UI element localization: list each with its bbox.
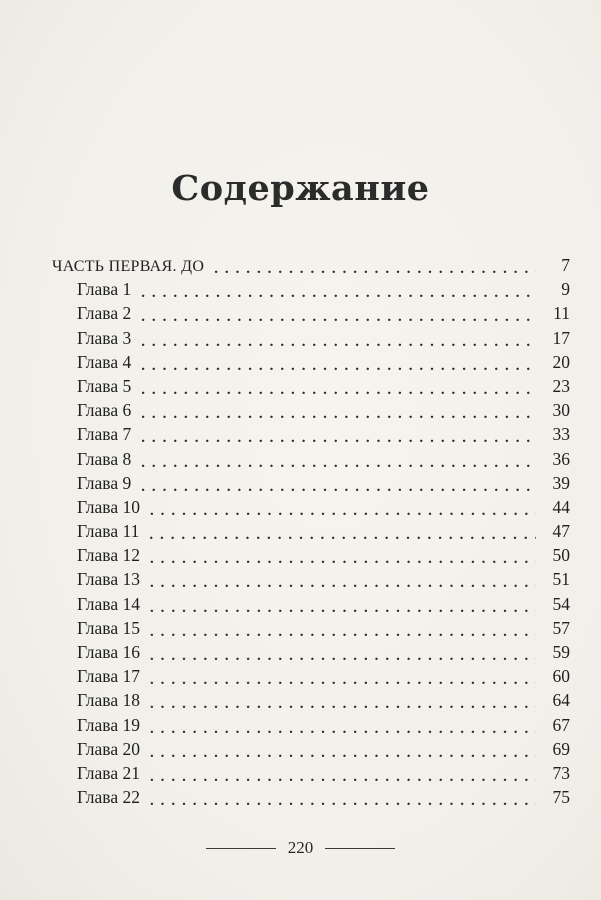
toc-chapter-entry: [52, 301, 570, 325]
toc-entry-label: Глава 11: [77, 521, 140, 542]
toc-entry-label: Глава 8: [77, 448, 132, 469]
dot-leader: [150, 739, 536, 759]
toc-entry-label: Глава 3: [77, 327, 132, 348]
toc-entry-page-number: 50: [552, 545, 570, 566]
toc-chapter-entry: [52, 543, 570, 567]
toc-chapter-entry: [52, 592, 570, 616]
toc-chapter-entry: [52, 519, 570, 543]
dot-leader: [150, 715, 536, 735]
toc-entry-page-number: 17: [552, 327, 570, 348]
dot-leader: [141, 400, 536, 420]
toc-chapter-entry: [52, 785, 570, 809]
toc-chapter-entry: [52, 761, 570, 785]
toc-entry-page-number: 39: [552, 472, 570, 493]
dot-leader: [150, 642, 536, 662]
toc-chapter-entry: [52, 640, 570, 664]
footer-rule-right: [325, 848, 395, 849]
dot-leader: [141, 279, 536, 299]
toc-chapter-entry: [52, 350, 570, 374]
toc-entry-label: Глава 5: [77, 375, 132, 396]
dot-leader: [150, 594, 536, 614]
dot-leader: [150, 763, 536, 783]
toc-entry-page-number: 69: [552, 738, 570, 759]
toc-entry-label: Глава 15: [77, 617, 140, 638]
page-number: 220: [287, 838, 314, 857]
toc-chapter-entry: [52, 447, 570, 471]
dot-leader: [150, 618, 536, 638]
toc-entry-label: Глава 22: [77, 787, 140, 808]
toc-chapter-entry: [52, 616, 570, 640]
toc-entry-page-number: 59: [552, 642, 570, 662]
toc-entry-label: Глава 13: [77, 569, 140, 590]
toc-entry-label: Глава 1: [77, 279, 132, 300]
table-of-contents: [52, 253, 570, 809]
page-title: Содержание: [171, 168, 430, 209]
dot-leader: [149, 521, 536, 541]
toc-entry-label: Глава 9: [77, 472, 132, 493]
toc-entry-page-number: 57: [552, 617, 570, 638]
toc-chapter-entry: [52, 277, 570, 301]
dot-leader: [150, 497, 536, 517]
toc-entry-label: Глава 17: [77, 666, 140, 687]
dot-leader: [150, 545, 536, 565]
toc-entry-label: Глава 16: [77, 642, 140, 662]
toc-entry-page-number: 75: [552, 787, 570, 808]
toc-entry-page-number: 54: [552, 593, 570, 614]
toc-entry-page-number: 51: [552, 569, 570, 590]
toc-entry-page-number: 36: [552, 448, 570, 469]
toc-entry-page-number: 33: [552, 424, 570, 445]
dot-leader: [150, 690, 536, 710]
toc-entry-label: Глава 6: [77, 400, 132, 421]
toc-entry-page-number: 47: [552, 521, 570, 542]
toc-entry-page-number: 44: [552, 496, 570, 517]
toc-entry-label: Глава 10: [77, 496, 140, 517]
page-footer: [0, 838, 601, 858]
toc-entry-page-number: 60: [552, 666, 570, 687]
toc-entry-page-number: 64: [552, 690, 570, 711]
toc-chapter-entry: [52, 713, 570, 737]
toc-entry-label: Глава 18: [77, 690, 140, 711]
toc-entry-label: Глава 21: [77, 762, 140, 783]
dot-leader: [150, 666, 536, 686]
dot-leader: [214, 255, 536, 275]
toc-entry-page-number: 20: [552, 351, 570, 372]
footer-rule-left: [206, 848, 276, 849]
toc-chapter-entry: [52, 688, 570, 712]
toc-entry-label: ЧАСТЬ ПЕРВАЯ. ДО: [52, 258, 205, 275]
toc-part-entry: [52, 253, 570, 277]
toc-entry-page-number: 23: [552, 375, 570, 396]
dot-leader: [141, 376, 536, 396]
dot-leader: [141, 424, 536, 444]
toc-chapter-entry: [52, 495, 570, 519]
dot-leader: [150, 569, 536, 589]
toc-entry-page-number: 9: [561, 279, 570, 300]
toc-entry-label: Глава 2: [77, 303, 132, 324]
toc-entry-label: Глава 4: [77, 351, 132, 372]
toc-entry-label: Глава 19: [77, 714, 140, 735]
toc-entry-label: Глава 20: [77, 738, 140, 759]
toc-entry-page-number: 30: [552, 400, 570, 421]
toc-entry-label: Глава 12: [77, 545, 140, 566]
toc-chapter-entry: [52, 664, 570, 688]
toc-chapter-entry: [52, 398, 570, 422]
toc-chapter-entry: [52, 422, 570, 446]
toc-chapter-entry: [52, 471, 570, 495]
toc-entry-page-number: 73: [552, 762, 570, 783]
dot-leader: [141, 352, 536, 372]
toc-entry-label: Глава 7: [77, 424, 132, 445]
toc-chapter-entry: [52, 374, 570, 398]
toc-chapter-entry: [52, 567, 570, 591]
dot-leader: [141, 473, 536, 493]
toc-chapter-entry: [52, 737, 570, 761]
toc-chapter-entry: [52, 326, 570, 350]
toc-entry-page-number: 7: [561, 255, 570, 275]
toc-entry-page-number: 11: [553, 303, 570, 324]
dot-leader: [141, 328, 536, 348]
dot-leader: [141, 449, 536, 469]
toc-entry-label: Глава 14: [77, 593, 140, 614]
toc-entry-page-number: 67: [552, 714, 570, 735]
dot-leader: [150, 787, 536, 807]
dot-leader: [141, 303, 536, 323]
